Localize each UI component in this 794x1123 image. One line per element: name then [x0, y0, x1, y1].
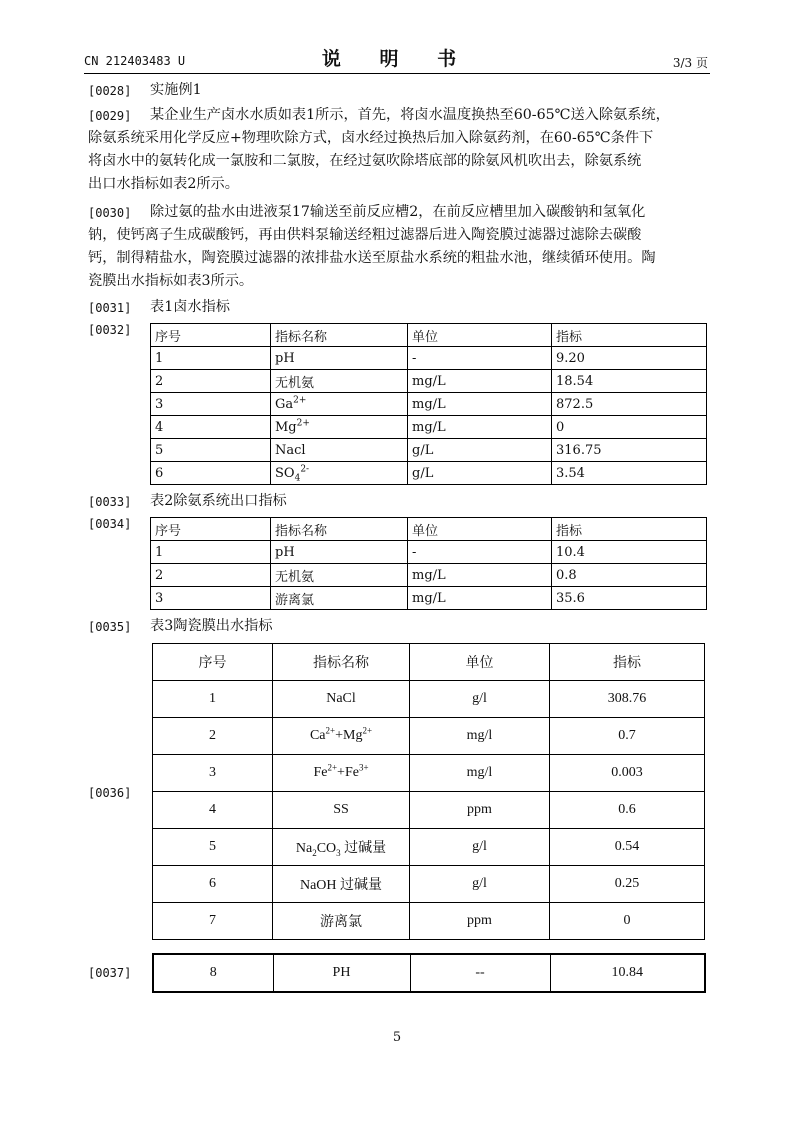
header-cell: 单位	[408, 324, 552, 347]
cell-name	[273, 755, 410, 792]
cell-unit: g/L	[408, 462, 552, 485]
cell-name	[273, 829, 410, 866]
header-cell: 指标名称	[273, 644, 410, 681]
cell-no: 3	[151, 587, 271, 610]
table-row	[151, 347, 707, 370]
paragraph-number: [0030]	[88, 206, 132, 220]
cell-value: 308.76	[550, 681, 705, 718]
cell-unit: mg/L	[408, 370, 552, 393]
cell-name	[271, 462, 408, 485]
cell-no: 4	[151, 416, 271, 439]
cell-unit: g/l	[410, 829, 550, 866]
formula-plus: +	[337, 765, 345, 780]
cell-unit: -	[408, 541, 552, 564]
formula-charge: 2-	[300, 464, 310, 475]
cell-unit: ppm	[410, 792, 550, 829]
paragraph-number: [0036]	[88, 786, 132, 800]
table-continuation-row	[152, 953, 706, 993]
table-row	[153, 866, 705, 903]
cell-no: 2	[151, 564, 271, 587]
table-row	[151, 393, 707, 416]
cell-value: 0.003	[550, 755, 705, 792]
formula-charge: 2+	[362, 725, 373, 736]
paragraph-line: 出口水指标如表2所示。	[88, 176, 239, 192]
header-cell: 指标	[552, 324, 707, 347]
cell-name	[271, 416, 408, 439]
cell-unit: mg/L	[408, 587, 552, 610]
cell-name	[271, 393, 408, 416]
table-ceramic-membrane-outlet	[152, 643, 705, 940]
cell-value: 0	[552, 416, 707, 439]
paragraph-line: 瓷膜出水指标如表3所示。	[88, 273, 254, 289]
header-cell: 指标	[552, 518, 707, 541]
paragraph-number: [0037]	[88, 966, 132, 980]
table-row	[153, 829, 705, 866]
formula-charge: 2+	[327, 762, 338, 773]
cell-value: 0.7	[550, 718, 705, 755]
header-cell: 序号	[151, 518, 271, 541]
table-header-row	[151, 324, 707, 347]
formula-subscript: 3	[336, 847, 341, 858]
cell-value: 0.8	[552, 564, 707, 587]
header-cell: 指标名称	[271, 518, 408, 541]
cell-unit: mg/l	[410, 755, 550, 792]
page-number: 5	[392, 1030, 402, 1045]
formula-charge: 2+	[325, 725, 336, 736]
cell-name: Nacl	[271, 439, 408, 462]
table-row	[153, 903, 705, 940]
cell-no: 1	[151, 541, 271, 564]
cell-name: pH	[271, 541, 408, 564]
cell-unit: g/l	[410, 681, 550, 718]
cell-unit: mg/L	[408, 564, 552, 587]
formula-suffix: 过碱量	[340, 841, 387, 856]
table-row	[151, 564, 707, 587]
document-number: CN 212403483 U	[84, 54, 186, 68]
cell-name: PH	[273, 954, 410, 992]
formula-subscript: 2	[312, 847, 317, 858]
formula-base: CO	[316, 841, 337, 856]
paragraph-number: [0031]	[88, 301, 132, 315]
cell-unit: g/L	[408, 439, 552, 462]
cell-no: 1	[153, 681, 273, 718]
cell-no: 6	[151, 462, 271, 485]
formula-base: Fe	[344, 765, 359, 780]
header-cell: 单位	[408, 518, 552, 541]
table-row	[151, 462, 707, 485]
paragraph-line: 钠，使钙离子生成碳酸钙，再由供料泵输送经粗过滤器后进入陶瓷膜过滤器过滤除去碳酸	[88, 227, 642, 243]
paragraph-number: [0035]	[88, 620, 132, 634]
table-row	[153, 954, 705, 992]
table-caption: 表2除氨系统出口指标	[150, 493, 287, 509]
cell-no: 8	[153, 954, 273, 992]
formula-charge: 2+	[293, 395, 307, 406]
table-header-row	[153, 644, 705, 681]
cell-name: 游离氯	[273, 903, 410, 940]
cell-no: 6	[153, 866, 273, 903]
cell-value: 18.54	[552, 370, 707, 393]
table-header-row	[151, 518, 707, 541]
cell-no: 4	[153, 792, 273, 829]
table-row	[153, 681, 705, 718]
paragraph-number: [0028]	[88, 84, 132, 98]
paragraph-number: [0034]	[88, 517, 132, 531]
paragraph-line: 钙，制得精盐水，陶瓷膜过滤器的浓排盐水送至原盐水系统的粗盐水池，继续循环使用。陶	[88, 250, 656, 266]
cell-value: 0.6	[550, 792, 705, 829]
cell-name: 游离氯	[271, 587, 408, 610]
cell-name: pH	[271, 347, 408, 370]
paragraph-line: 除氨系统采用化学反应+物理吹除方式，卤水经过换热后加入除氨药剂，在60-65℃条件下	[88, 130, 654, 146]
header-cell: 指标	[550, 644, 705, 681]
paragraph-line: 某企业生产卤水水质如表1所示，首先，将卤水温度换热至60-65℃送入除氨系统，	[150, 107, 670, 123]
table-row	[151, 370, 707, 393]
cell-unit: --	[410, 954, 550, 992]
cell-value: 3.54	[552, 462, 707, 485]
cell-no: 7	[153, 903, 273, 940]
formula-base: Mg	[275, 419, 297, 435]
header-cell: 序号	[151, 324, 271, 347]
page-indicator: 3/3 页	[672, 56, 708, 70]
paragraph-number: [0029]	[88, 109, 132, 123]
formula-base: SO	[275, 465, 295, 481]
table-deammonia-outlet	[150, 517, 707, 610]
cell-no: 2	[153, 718, 273, 755]
table-row	[151, 541, 707, 564]
cell-name: 无机氨	[271, 564, 408, 587]
formula-base: Mg	[343, 728, 363, 743]
paragraph-line: 将卤水中的氨转化成一氯胺和二氯胺，在经过氨吹除塔底部的除氨风机吹出去，除氨系统	[88, 153, 642, 169]
formula-base: Na	[295, 841, 313, 856]
cell-value: 872.5	[552, 393, 707, 416]
table-row	[151, 439, 707, 462]
header-cell: 序号	[153, 644, 273, 681]
formula-base: Ca	[309, 728, 326, 743]
formula-base: Fe	[313, 765, 328, 780]
cell-value: 316.75	[552, 439, 707, 462]
formula-subscript: 4	[294, 473, 301, 484]
cell-unit: mg/L	[408, 416, 552, 439]
cell-unit: ppm	[410, 903, 550, 940]
table-brine-indicators	[150, 323, 707, 485]
formula-charge: 2+	[296, 418, 310, 429]
paragraph-line: 除过氨的盐水由进液泵17输送至前反应槽2，在前反应槽里加入碳酸钠和氢氧化	[150, 204, 646, 220]
paragraph-number: [0032]	[88, 323, 132, 337]
cell-name: NaCl	[273, 681, 410, 718]
cell-no: 5	[151, 439, 271, 462]
cell-no: 1	[151, 347, 271, 370]
page-title: 说 明 书	[321, 48, 473, 70]
table-row	[153, 792, 705, 829]
paragraph-number: [0033]	[88, 495, 132, 509]
cell-unit: mg/l	[410, 718, 550, 755]
header-cell: 单位	[410, 644, 550, 681]
formula-base: Ga	[275, 396, 294, 412]
header-divider	[84, 73, 710, 74]
table-row	[151, 416, 707, 439]
cell-no: 3	[151, 393, 271, 416]
paragraph-text: 实施例1	[150, 82, 202, 98]
cell-unit: mg/L	[408, 393, 552, 416]
cell-unit: -	[408, 347, 552, 370]
table-caption: 表3陶瓷膜出水指标	[150, 618, 273, 634]
cell-value: 10.84	[550, 954, 705, 992]
cell-value: 10.4	[552, 541, 707, 564]
cell-name	[273, 718, 410, 755]
cell-name: SS	[273, 792, 410, 829]
cell-value: 0.54	[550, 829, 705, 866]
cell-value: 35.6	[552, 587, 707, 610]
table-row	[153, 755, 705, 792]
cell-name: 无机氨	[271, 370, 408, 393]
cell-value: 9.20	[552, 347, 707, 370]
table-row	[153, 718, 705, 755]
header-cell: 指标名称	[271, 324, 408, 347]
cell-no: 3	[153, 755, 273, 792]
cell-no: 5	[153, 829, 273, 866]
table-caption: 表1卤水指标	[150, 299, 230, 315]
cell-name: NaOH 过碱量	[273, 866, 410, 903]
cell-value: 0	[550, 903, 705, 940]
formula-charge: 3+	[358, 762, 369, 773]
formula-plus: +	[335, 728, 343, 743]
cell-no: 2	[151, 370, 271, 393]
table-row	[151, 587, 707, 610]
cell-unit: g/l	[410, 866, 550, 903]
cell-value: 0.25	[550, 866, 705, 903]
